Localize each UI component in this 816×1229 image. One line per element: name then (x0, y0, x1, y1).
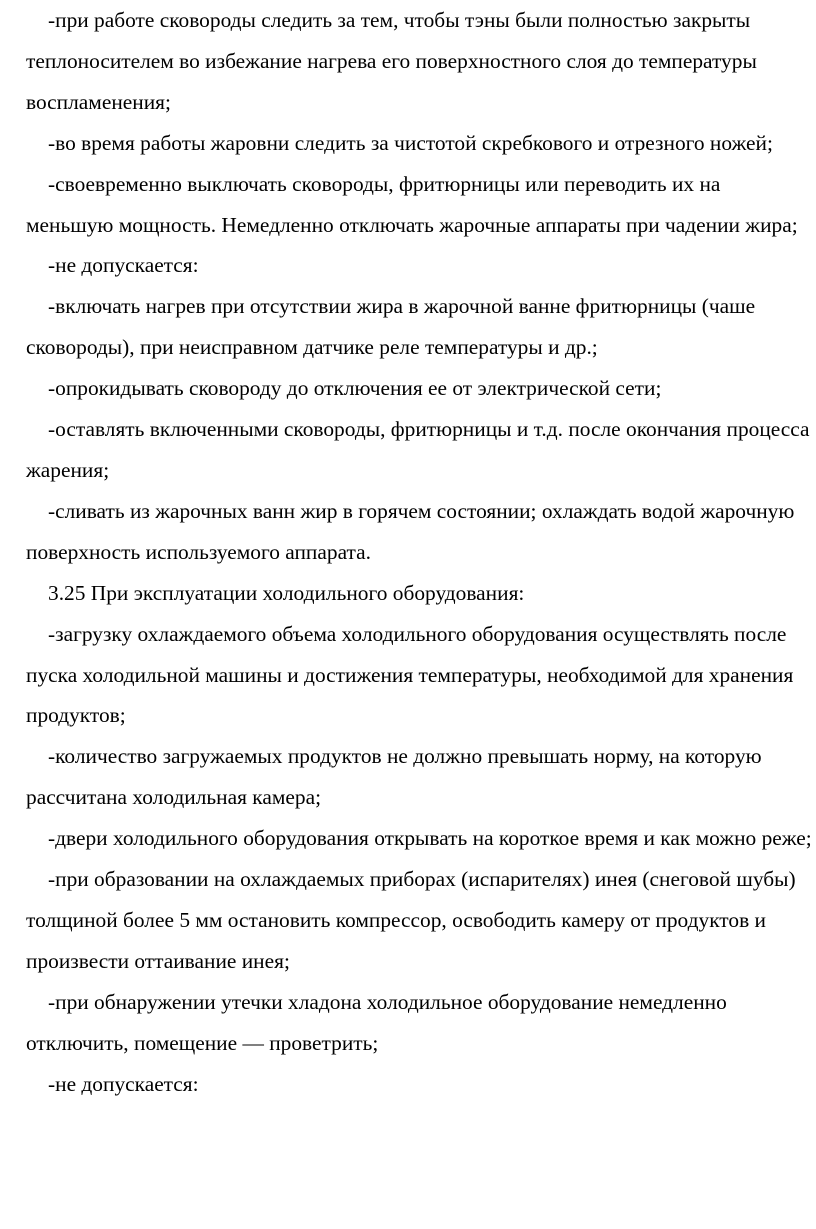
paragraph-not-allowed-heading-2: -не допускается: (48, 1071, 199, 1096)
paragraph-knives-cleanliness: -во время работы жаровни следить за чистотой скребкового и отрезного ножей; (48, 130, 773, 155)
paragraph-not-allowed-heading: -не допускается: (48, 253, 199, 278)
paragraph-loading-after-start: -загрузку охлаждаемого объема холодильного оборудования осуществлять после пуска холодильной машины и достижения температуры, необходимой для хранения продуктов; (26, 621, 794, 728)
paragraph-draining-hot-fat: -сливать из жарочных ванн жир в горячем состоянии; охлаждать водой жарочную поверхность используемого аппарата. (26, 498, 795, 564)
paragraph-tipping-pan: -опрокидывать сковороду до отключения ее от электрической сети; (48, 376, 662, 401)
paragraph-leaving-on: -оставлять включенными сковороды, фритюрницы и т.д. после окончания процесса жарения; (26, 417, 810, 482)
document-body (26, 0, 812, 1104)
paragraph-freon-leak: -при обнаружении утечки хладона холодильное оборудование немедленно отключить, помещение — проветрить; (26, 989, 727, 1055)
paragraph-tens-coverage: -при работе сковороды следить за тем, чтобы тэны были полностью закрыты теплоносителем во избежание нагрева его поверхностного слоя до температуры воспламенения; (26, 8, 757, 114)
paragraph-switch-off-timely: -своевременно выключать сковороды, фритюрницы или переводить их на меньшую мощность. Немедленно отключать жарочные аппараты при чадении жира; (26, 171, 798, 237)
paragraph-heating-without-fat: -включать нагрев при отсутствии жира в жарочной ванне фритюрницы (чаше сковороды), при неисправном датчике реле температуры и др.; (26, 294, 756, 360)
paragraph-load-norm: -количество загружаемых продуктов не должно превышать норму, на которую рассчитана холодильная камера; (26, 744, 762, 810)
paragraph-frost-defrost: -при образовании на охлаждаемых приборах (испарителях) инея (снеговой шубы) толщиной более 5 мм остановить компрессор, освободить камеру от продуктов и произвести оттаивание инея; (26, 867, 796, 973)
paragraph-doors-opening: -двери холодильного оборудования открывать на короткое время и как можно реже; (48, 826, 812, 851)
section-heading-3-25: 3.25 При эксплуатации холодильного оборудования: (48, 580, 525, 605)
